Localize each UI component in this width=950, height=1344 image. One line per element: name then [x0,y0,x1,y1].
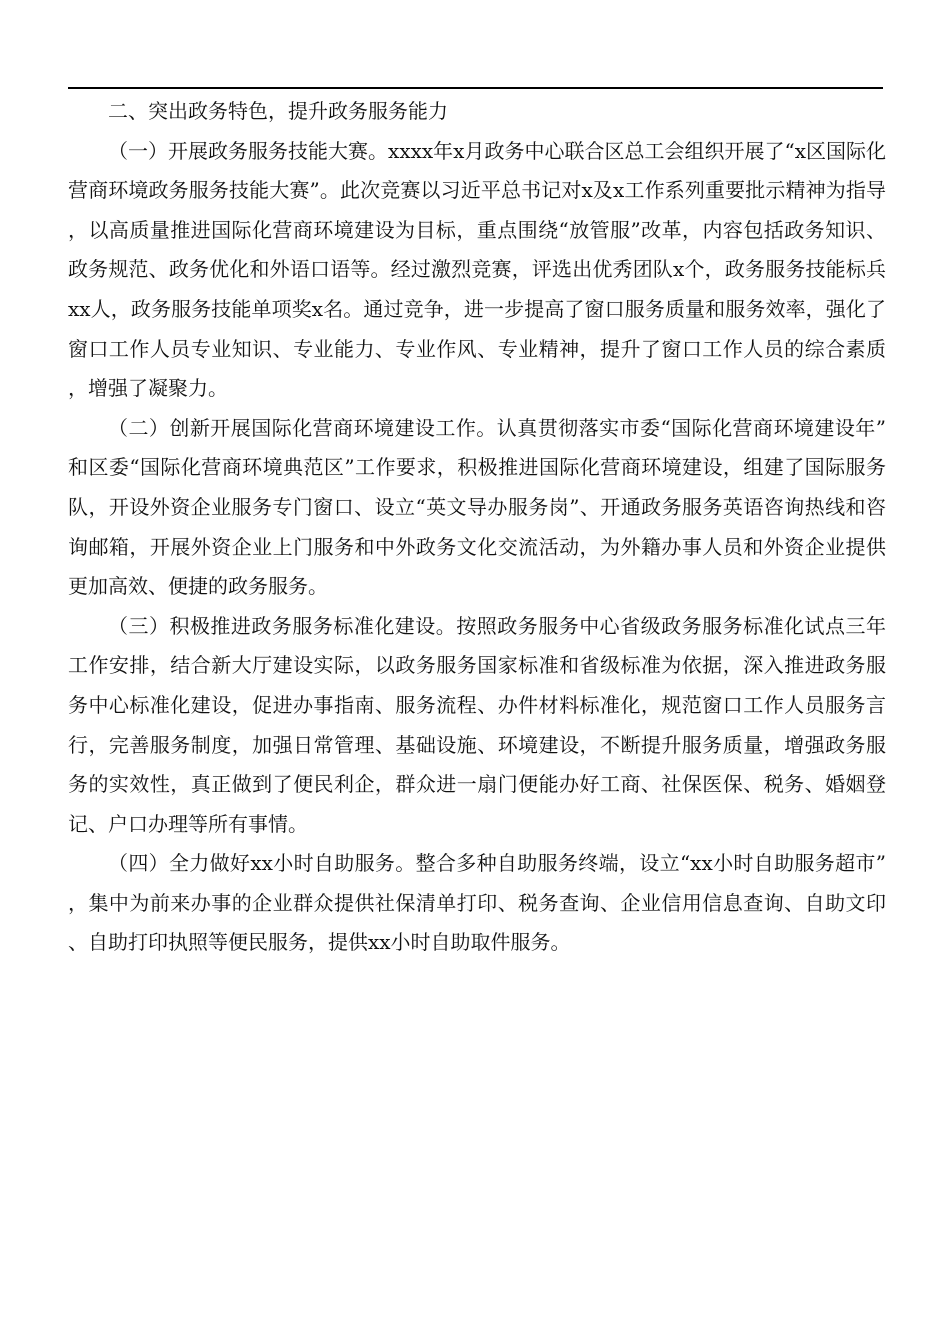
paragraph-standardization: （三）积极推进政务服务标准化建设。按照政务服务中心省级政务服务标准化试点三年工作安排，结合新大厅建设实际，以政务服务国家标准和省级标准为依据，深入推进政务服务中心标准化建设，促进办事指南、服务流程、办件材料标准化，规范窗口工作人员服务言行，完善服务制度，加强日常管理、基础设施、环境建设，不断提升服务质量，增强政务服务的实效性，真正做到了便民利企，群众进一扇门便能办好工商、社保医保、税务、婚姻登记、户口办理等所有事情。 [68,613,886,836]
paragraph-international-business-environment: （二）创新开展国际化营商环境建设工作。认真贯彻落实市委“国际化营商环境建设年”和区委“国际化营商环境典范区”工作要求，积极推进国际化营商环境建设，组建了国际服务队，开设外资企业服务专门窗口、设立“英文导办服务岗”、开通政务服务英语咨询热线和咨询邮箱，开展外资企业上门服务和中外政务文化交流活动，为外籍办事人员和外资企业提供更加高效、便捷的政务服务。 [68,415,886,599]
document-body [68,92,886,963]
paragraph-skills-competition: （一）开展政务服务技能大赛。xxxx年x月政务中心联合区总工会组织开展了“x区国际化营商环境政务服务技能大赛”。此次竞赛以习近平总书记对x及x工作系列重要批示精神为指导，以高质量推进国际化营商环境建设为目标，重点围绕“放管服”改革，内容包括政务知识、政务规范、政务优化和外语口语等。经过激烈竞赛，评选出优秀团队x个，政务服务技能标兵xx人，政务服务技能单项奖x名。通过竞争，进一步提高了窗口服务质量和服务效率，强化了窗口工作人员专业知识、专业能力、专业作风、专业精神，提升了窗口工作人员的综合素质，增强了凝聚力。 [68,138,886,401]
header-rule [68,87,883,89]
paragraph-self-service: （四）全力做好xx小时自助服务。整合多种自助服务终端，设立“xx小时自助服务超市”，集中为前来办事的企业群众提供社保清单打印、税务查询、企业信用信息查询、自助文印、自助打印执照等便民服务，提供xx小时自助取件服务。 [68,851,886,955]
section-heading: 二、突出政务特色，提升政务服务能力 [108,99,448,123]
